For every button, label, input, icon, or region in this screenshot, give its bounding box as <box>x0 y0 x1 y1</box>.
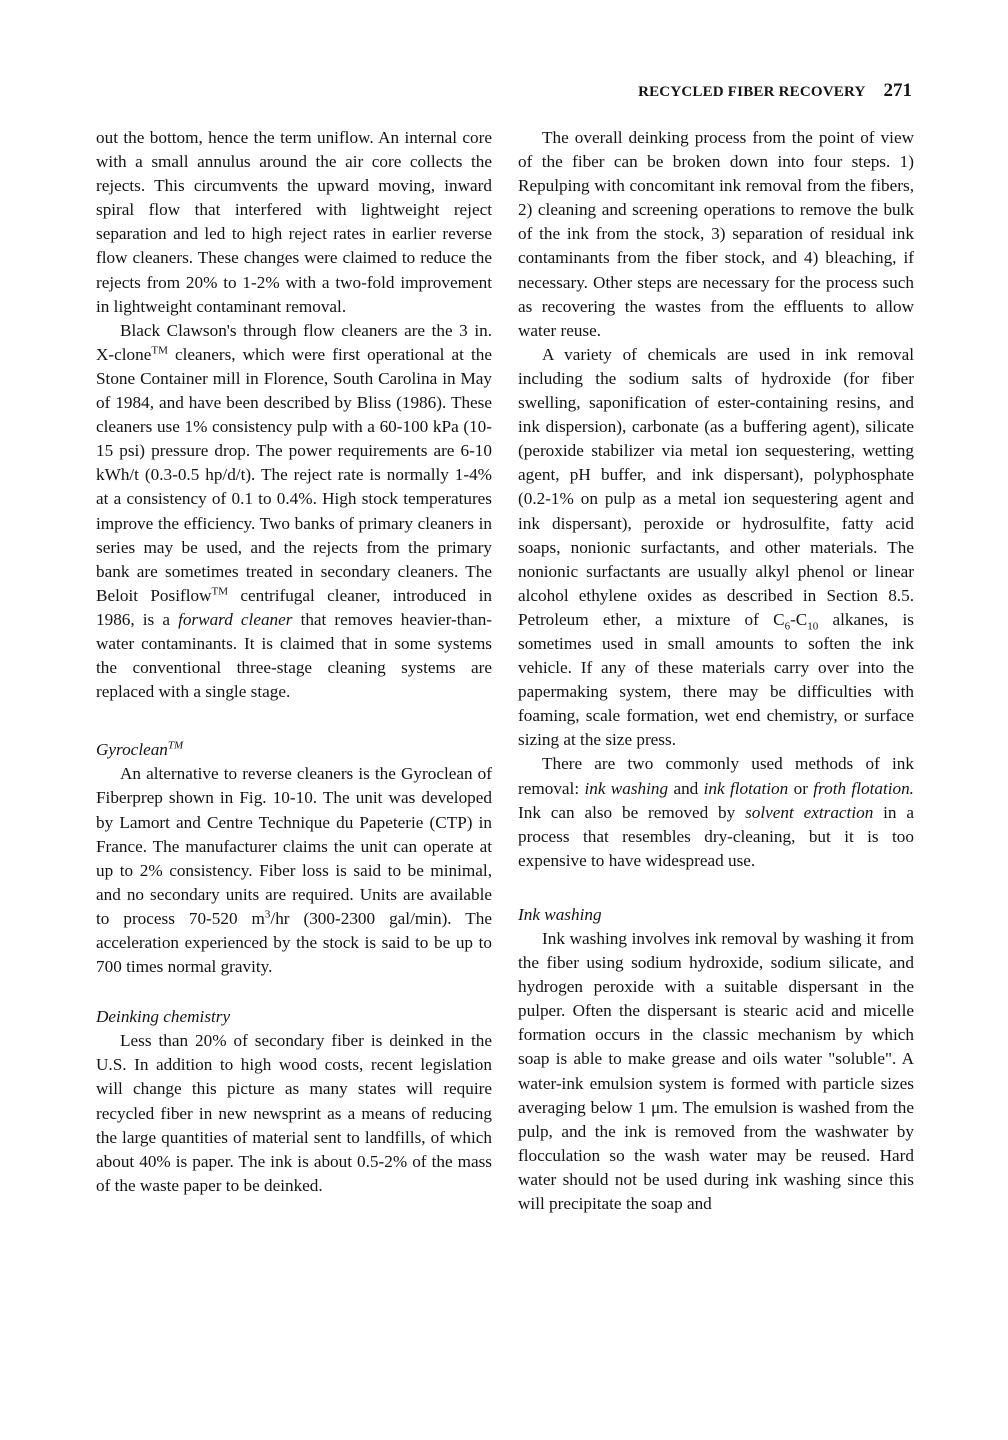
paragraph: Less than 20% of secondary fiber is deinked in the U.S. In addition to high wood costs, recent legislation will change this picture as many states will require recycled fiber in new newsprint as a means of reducing the large quantities of material sent to landfills, of which about 40% is paper. The ink is about 0.5-2% of the mass of the waste paper to be deinked. <box>96 1031 492 1195</box>
page-header <box>96 80 912 102</box>
running-head: RECYCLED FIBER RECOVERY <box>638 84 866 100</box>
paragraph: A variety of chemicals are used in ink removal including the sodium salts of hydroxide (for fiber swelling, saponification of ester-containing resins, and ink dispersion), carbonate (as a buffering agent), silicate (peroxide stabilizer via metal ion sequestering, wetting agent, pH buffer, and ink dispersant), polyphosphate (0.2-1% on pulp as a metal ion sequestering agent and ink dispersant), peroxide or hydrosulfite, fatty acid soaps, nonionic surfactants, and other materials. The nonionic surfactants are usually alkyl phenol or linear alcohol ethylene oxides as described in Section 8.5. Petroleum ether, a mixture of $C_6-C_{10}$ alkanes, is sometimes used in small amounts to soften the ink vehicle. If any of these materials carry over into the papermaking system, there may be difficulties with foaming, scale formation, wet end chemistry, or surface sizing at the size press. <box>518 344 914 750</box>
paragraph: out the bottom, hence the term uniflow. An internal core with a small annulus around the air core collects the rejects. This circumvents the upward moving, inward spiral flow that interfered with lightweight reject separation and led to high reject rates in earlier reverse flow cleaners. These changes were claimed to reduce the rejects from 20% to 1-2% with a two-fold improvement in lightweight contaminant removal. <box>96 128 492 316</box>
section-heading: Gyroclean™ <box>96 739 184 760</box>
section-heading: Deinking chemistry <box>96 1007 231 1027</box>
right-column <box>518 126 914 1216</box>
paragraph: Black Clawson's through flow cleaners are the 3 in. X-clone™ cleaners, which were first operational at the Stone Container mill in Florence, South Carolina in May of 1984, and have been described by Bliss (1986). These cleaners use 1% consistency pulp with a 60-100 kPa (10-15 psi) pressure drop. The power requirements are 6-10 kWh/t (0.3-0.5 hp/d/t). The reject rate is normally 1-4% at a consistency of 0.1 to 0.4%. High stock temperatures improve the efficiency. Two banks of primary cleaners in series may be used, and the rejects from the primary bank are sometimes treated in secondary cleaners. The Beloit Posiflow™ centrifugal cleaner, introduced in 1986, is a forward cleaner that removes heavier-than-water contaminants. It is claimed that in some systems the conventional three-stage cleaning systems are replaced with a single stage. <box>96 320 493 702</box>
paragraph: There are two commonly used methods of ink removal: ink washing and ink flotation or froth flotation. Ink can also be removed by solvent extraction in a process that resembles dry-cleaning, but it is too expensive to have widespread use. <box>518 754 914 870</box>
page-number: 271 <box>883 80 912 101</box>
section-heading: Ink washing <box>518 904 602 924</box>
paragraph: The overall deinking process from the point of view of the fiber can be broken down into four steps. 1) Repulping with concomitant ink removal from the fibers, 2) cleaning and screening operations to remove the bulk of the ink from the stock, 3) separation of residual ink contaminants from the fiber stock, and 4) bleaching, if necessary. Other steps are necessary for the process such as recovering the wastes from the effluents to allow water reuse. <box>518 128 914 340</box>
left-column <box>96 126 492 1198</box>
paragraph: An alternative to reverse cleaners is the Gyroclean of Fiberprep shown in Fig. 10-10. The unit was developed by Lamort and Centre Technique du Papeterie (CTP) in France. The manufacturer claims the unit can operate at up to 2% consistency. Fiber loss is said to be minimal, and no secondary units are required. Units are available to process 70-520 $m^3/hr$ (300-2300 gal/min). The acceleration experienced by the stock is said to be up to 700 times normal gravity. <box>96 764 492 977</box>
paragraph: Ink washing involves ink removal by washing it from the fiber using sodium hydroxide, sodium silicate, and hydrogen peroxide with a suitable dispersant in the pulper. Often the dispersant is stearic acid and micelle formation occurs in the classic mechanism by which soap is able to make grease and oils water "soluble". A water-ink emulsion system is formed with particle sizes averaging below 1 μm. The emulsion is washed from the pulp, and the ink is removed from the washwater by flocculation so the wash water may be reused. Hard water should not be used during ink washing since this will precipitate the soap and <box>518 929 915 1214</box>
